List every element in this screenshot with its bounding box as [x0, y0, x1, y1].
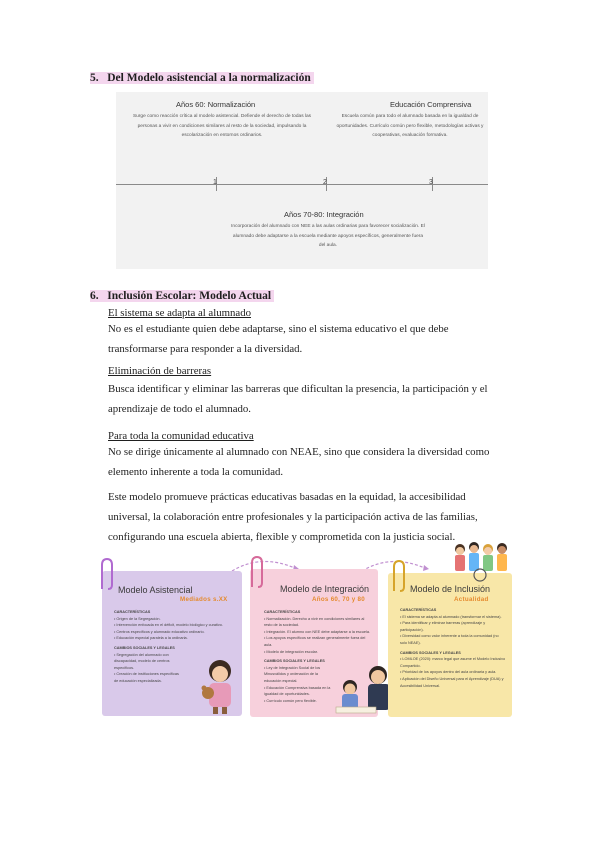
card-asistencial-heading-2: CAMBIOS SOCIALES Y LEGALES	[114, 645, 175, 650]
card-inclusion-item: • Aplicación del Diseño Universal para el Aprendizaje (DUA) y Accesibilidad Universal.	[400, 676, 504, 688]
card-asistencial-subtitle: Mediados s.XX	[180, 596, 228, 603]
block-3-text: No se dirige únicamente al alumnado con NEAE, sino que considera la diversidad como elemento inherente a toda la comunidad.	[108, 446, 490, 478]
card-integracion-heading-2: CAMBIOS SOCIALES Y LEGALES	[264, 659, 325, 664]
section-5-number: 5.	[90, 72, 99, 84]
card-asistencial-heading-1: CARACTERÍSTICAS	[114, 610, 151, 614]
block-3-heading: Para toda la comunidad educativa	[108, 430, 254, 442]
card-inclusion-item: • Prioridad de los apoyos dentro del aula ordinaria y aula.	[400, 670, 497, 675]
conclusion-paragraph: Este modelo promueve prácticas educativas basadas en la equidad, la accesibilidad universal, la colaboración entre profesionales y la participación activa de las familias, configurando una escuela abierta, flexible y comprometida con la justicia social.	[108, 491, 478, 543]
section-5-heading	[90, 72, 314, 84]
card-asistencial-item: • Segregación del alumnado con discapacidad, modelo de centros específicos.	[114, 652, 170, 670]
card-inclusion-title: Modelo de Inclusión	[410, 584, 491, 594]
card-inclusion-item: • Diversidad como valor inherente a toda la comunidad (no solo NEAE).	[400, 634, 499, 645]
timeline-item-1-title: Años 60: Normalización	[176, 100, 256, 109]
card-asistencial-title: Modelo Asistencial	[118, 585, 193, 595]
card-integracion-item: • Modelo de integración escolar.	[264, 649, 318, 654]
section-6-heading	[90, 290, 274, 302]
card-asistencial-item: • Centros específicos y alumnado educativo ordinario.	[114, 629, 205, 634]
card-asistencial-item: • Creación de instituciones específicas de educación especializada.	[114, 672, 179, 683]
card-integracion-item: • Los apoyos específicos se realizan generalmente fuera del aula.	[264, 636, 366, 647]
section-6-number: 6.	[90, 290, 99, 302]
block-1-heading: El sistema se adapta al alumnado	[108, 307, 252, 319]
block-1-text: No es el estudiante quien debe adaptarse, sino el sistema educativo el que debe transformarse para responder a la diversidad.	[108, 323, 449, 355]
card-integracion-item: • Integración. El alumno con NEE debe adaptarse a la escuela.	[264, 629, 371, 634]
card-inclusion-body	[400, 607, 506, 689]
timeline-item-2-title: Educación Comprensiva	[390, 100, 472, 109]
children-group-illustration	[452, 539, 512, 583]
section-6-title: Inclusión Escolar: Modelo Actual	[107, 290, 272, 302]
timeline-marker-1: 1	[213, 179, 217, 186]
card-integracion-item: • Educación Comprensiva basada en la igualdad de oportunidades.	[264, 685, 331, 697]
section-5-title: Del Modelo asistencial a la normalización	[107, 72, 311, 84]
timeline-item-3-title: Años 70-80: Integración	[284, 210, 364, 219]
block-2-heading: Eliminación de barreras	[108, 365, 212, 377]
card-integracion-subtitle: Años 60, 70 y 80	[312, 596, 365, 603]
card-asistencial-item: • Educación especial paralela a la ordinaria.	[114, 636, 188, 641]
timeline-item-3-text: Incorporación del alumnado con NEE a las aulas ordinarias para favorecer socialización. El alumnado debe adaptarse a la escuela mediante apoyos específicos, generalmente fuera del aula.	[231, 224, 425, 249]
timeline-item-2-text: Escuela común para todo el alumnado basada en la igualdad de oportunidades. Currículo común pero flexible, metodologías activas y cooperativas, evaluación formativa.	[336, 114, 484, 139]
models-infographic	[92, 551, 512, 721]
card-inclusion-item: • Para identificar y eliminar barreras (aprendizaje y participación).	[400, 621, 486, 632]
timeline-marker-2: 2	[323, 179, 327, 186]
paperclip-icon	[244, 555, 264, 589]
card-integracion-heading-1: CARACTERÍSTICAS	[264, 610, 301, 614]
timeline-marker-3: 3	[429, 179, 433, 186]
card-integracion-item: • Ley de Integración Social de los Minusválidos y ordenación de la educación especial.	[264, 665, 321, 683]
block-2-text: Busca identificar y eliminar las barreras que dificultan la presencia, la participación y el aprendizaje de todo el alumnado.	[108, 383, 488, 415]
card-integracion-item: • Currículo común pero flexible.	[264, 698, 317, 703]
card-inclusion-heading-1: CARACTERÍSTICAS	[400, 608, 437, 612]
card-inclusion-item: • El sistema se adapta al alumnado (transformar el sistema).	[400, 614, 502, 619]
child-with-bear-illustration	[194, 657, 242, 715]
paperclip-icon	[386, 559, 406, 593]
card-integracion-title: Modelo de Integración	[280, 584, 370, 594]
card-inclusion-heading-2: CAMBIOS SOCIALES Y LEGALES	[400, 650, 461, 655]
card-asistencial-item: • Origen de la Segregación.	[114, 616, 161, 621]
timeline-item-1-text: Surge como reacción crítica al modelo asistencial. Defiende el derecho de todas las personas a vivir en condiciones similares al resto de la sociedad, impulsando la escolarización en entornos ordinarios.	[132, 114, 312, 139]
card-inclusion-item: • LOMLOE (2020): marco legal que asume el Modelo Inclusivo Compartido.	[400, 657, 506, 668]
paperclip-icon	[94, 557, 114, 591]
card-inclusion-subtitle: Actualidad	[454, 596, 489, 603]
card-integracion-item: • Normalización. Derecho a vivir en condiciones similares al resto de la sociedad.	[264, 616, 365, 628]
card-asistencial-item: • Intervención enfocada en el déficit, modelo biológico y curativo.	[114, 623, 223, 628]
